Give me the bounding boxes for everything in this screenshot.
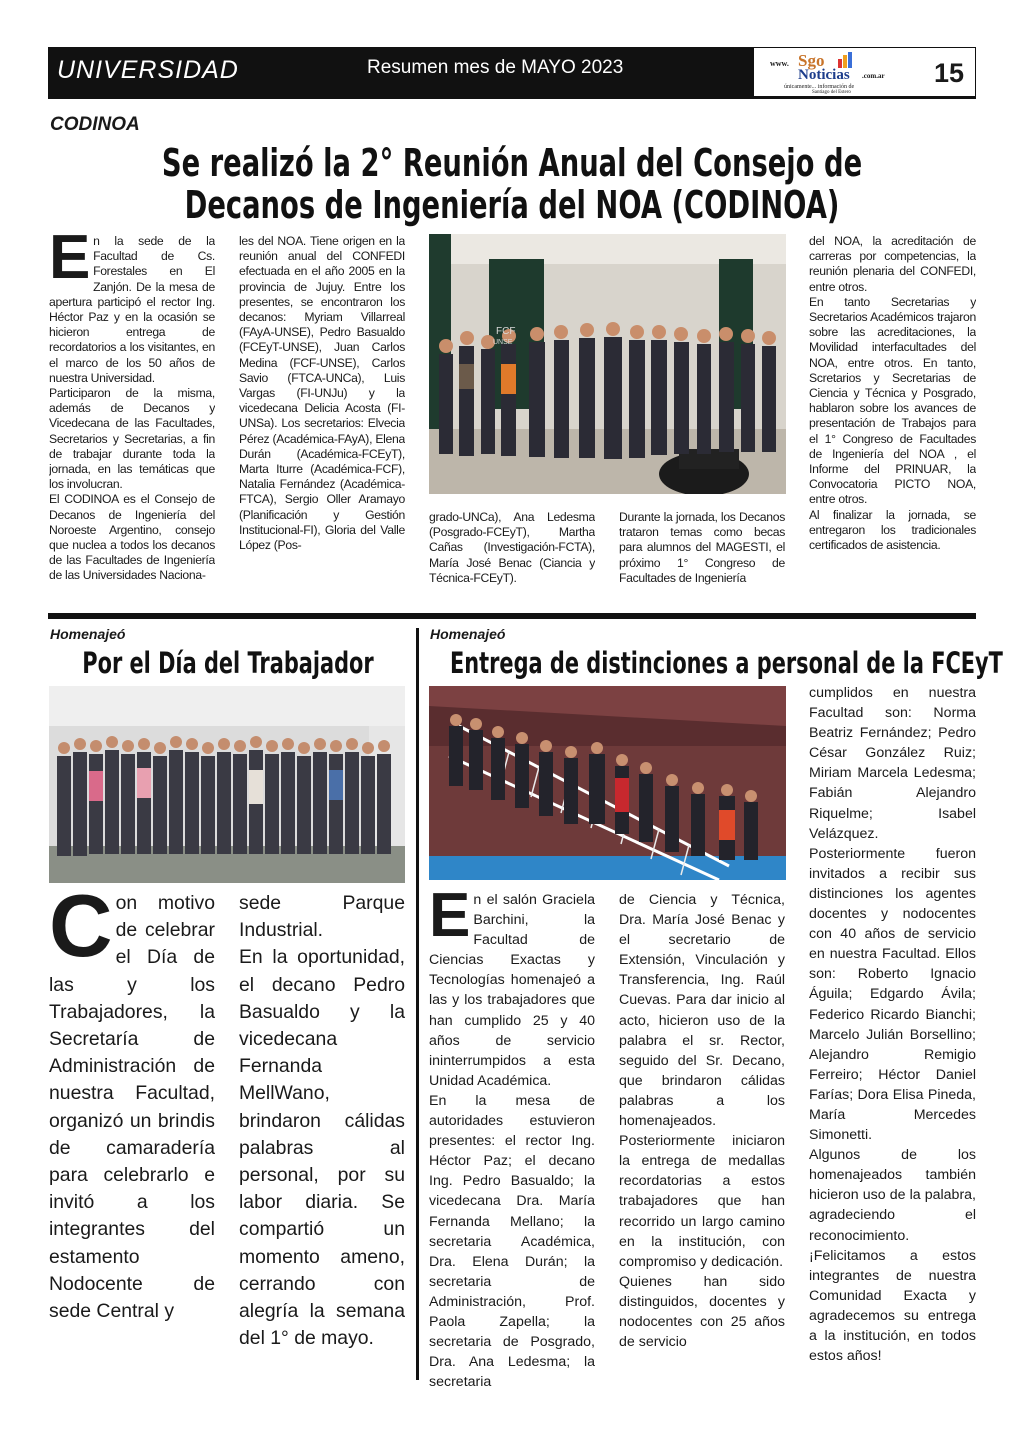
article3-column-1: E n el salón Graciela Barchini, la Facultad de Ciencias Exactas y Tecnologías homenajeó a las y los trabajadores que han cumplido 25 y 40 años de servicio ininterrumpidos a esta Unidad Académica. En la mesa de autoridades estuvieron presentes: el rector Ing. Héctor Paz; el decano Ing. Pedro Basualdo; la vicedecana Dra. María Fernanda Mellano; la secretaria Académica, Dra. Elena Durán; la secretaria de Administración, Prof. Paola Zapella; la secretaria de Posgrado, Dra. Ana Ledesma; la secretaria [429, 890, 595, 1390]
article1-column-2: les del NOA. Tiene origen en la reunión anual del CONFEDI efectuada en el año 2005 en la provincia de Jujuy. Entre los presentes, se encontraron los decanos: Myriam Villarreal (FAyA-UNSE), Pedro Basualdo (FCEyT-UNSE), Juan Carlos Medina (FCF-UNSE), Carlos Savio (FTCA-UNCa), Luis Vargas (FI-UNJu) y la vicedecana Delicia Acosta (FI-UNSa). Los secretarios: Elvecia Pérez (Académica-FAyA), Elena Durán (Académica-FCEyT), Marta Iturre (Académica-FCF), Natalia Fernández (Académica-FTCA), Sergio Oller Aramayo (Planificación y Gestión Institucional-FI), Gloria del Valle López (Pos- [239, 234, 405, 553]
article1-column-3: grado-UNCa), Ana Ledesma (Posgrado-FCEyT), Martha Cañas (Investigación-FCTA), María José Benac (Ciancia y Técnica-FCEyT). [429, 510, 595, 585]
article2-dropcap: C [49, 890, 113, 975]
entrega-distinciones-photo [429, 686, 786, 880]
page-number: 15 [934, 58, 965, 88]
article1-column-4: Durante la jornada, los Decanos trataron temas como becas para alumnos del MAGESTI, el próximo 1° Congreso de Facultades de Ingeniería [619, 510, 785, 585]
header-bar [48, 47, 754, 97]
article3-headline: Entrega de distinciones a personal de la FCEyT [450, 646, 1003, 680]
sgo-noticias-logo: www. Sgo Noticias .com.ar únicamente... información de Santiago del Estero 15 [754, 47, 976, 97]
article2-kicker: Homenajeó [50, 626, 126, 642]
article2-column-1: C on motivo de celebrar el Día de las y los Trabajadores, la Secretaría de Administración de nuestra Facultad, organizó un brindis de camaradería para celebrarlo e invitó a los integrantes del estamento Nodocente de sede Central y [49, 890, 215, 1323]
header-underline [48, 97, 976, 99]
page-header [48, 47, 976, 97]
article1-kicker: CODINOA [50, 114, 140, 135]
dia-del-trabajador-photo [49, 686, 405, 883]
issue-summary: Resumen mes de MAYO 2023 [367, 57, 624, 78]
codinoa-group-photo [429, 234, 786, 494]
article3-dropcap: E [429, 890, 471, 950]
article3-column-2: de Ciencia y Técnica, Dra. María José Benac y el secretario de Extensión, Vinculación y Transferencia, Ing. Raúl Cuevas. Para dar inicio al acto, hicieron uso de la palabra el sr. Rector, seguido del Sr. Decano, que brindaron cálidas palabras a los homenajeados. Posteriormente iniciaron la entrega de medallas recordatorias a estos trabajadores que han recorrido un largo camino en la institución, con compromiso y dedicación. Quienes han sido distinguidos, docentes y nodocentes con 25 años de servicio [619, 892, 785, 1351]
article1-column-5: del NOA, la acreditación de carreras por competencias, la reunión plenaria del CONFEDI, entre otros. En tanto Secretarias y Secretarios Académicos trajaron sobre las acreditaciones, la Movilidad interfacultades del NOA, entre otros. En tanto, Scretarios y Secretarias de Ciencia y Técnica y Posgrado, hablaron sobre los avances de presentación de Trabajos para el 1° Congreso de Facultades de Ingeniería del NOA , el Informe del PRINUAR, la Convocatoria PICTO NOA, entre otros. Al finalizar la jornada, se entregaron los tradicionales certificados de asistencia. [809, 234, 976, 553]
svg-text:FCF: FCF [496, 326, 516, 337]
article2-column-2: sede Parque Industrial. En la oportunidad, el decano Pedro Basualdo y la vicedecana Fernanda MellWano, brindaron cálidas palabras al personal, por su labor diaria. Se compartió un momento ameno, cerrando con alegría la semana del 1° de mayo. [239, 892, 405, 1350]
section-title: UNIVERSIDAD [57, 56, 239, 84]
column-divider [416, 628, 419, 1380]
article1-column-1: E n la sede de la Facultad de Cs. Forestales en El Zanjón. De la mesa de apertura participó el rector Ing. Héctor Paz y en la ocasión se hicieron entrega de recordatorios a los visitantes, en el marco de los 50 años de nuestra Universidad. Participaron de la misma, además de Decanos y Vicedecana de las Facultades, Secretarios y Secretarias, a fin de trabajar durante toda la jornada, en las temáticas que los involucran. El CODINOA es el Consejo de Decanos de Ingeniería del Noroeste Argentino, consejo que nuclea a todos los decanos de las Facultades de Ingeniería de las Universidades Naciona- [49, 234, 215, 583]
svg-text:UNSE: UNSE [493, 339, 513, 346]
article1-headline: Se realizó la 2° Reunión Anual del Consejo de Decanos de Ingeniería del NOA (CODINOA) [161, 141, 863, 227]
section-divider [48, 613, 976, 619]
article3-column-3: cumplidos en nuestra Facultad son: Norma Beatriz Fernández; Pedro César González Ruiz; Miriam Marcela Ledesma; Fabián Alejandro Riquelme; Isabel Velázquez. Posteriormente fueron invitados a recibir sus distinciones los agentes docentes y nodocentes con 40 años de servicio en nuestra Facultad. Ellos son: Roberto Ignacio Águila; Edgardo Ávila; Federico Ricardo Bianchi; Marcelo Julián Borsellino; Alejandro Remigio Ferreiro; Héctor Daniel Farías; Dora Elisa Pineda, María Mercedes Simonetti. Algunos de los homenajeados también hicieron uso de la palabra, agradeciendo el reconocimiento. ¡Felicitamos a estos integrantes de nuestra Comunidad Exacta y agradecemos su entrega a la institución, en todos estos años! [809, 685, 976, 1365]
logo-bars-icon [838, 52, 854, 68]
article1-dropcap: E [49, 234, 91, 292]
article3-kicker: Homenajeó [430, 626, 506, 642]
article2-headline: Por el Día del Trabajador [82, 646, 374, 680]
